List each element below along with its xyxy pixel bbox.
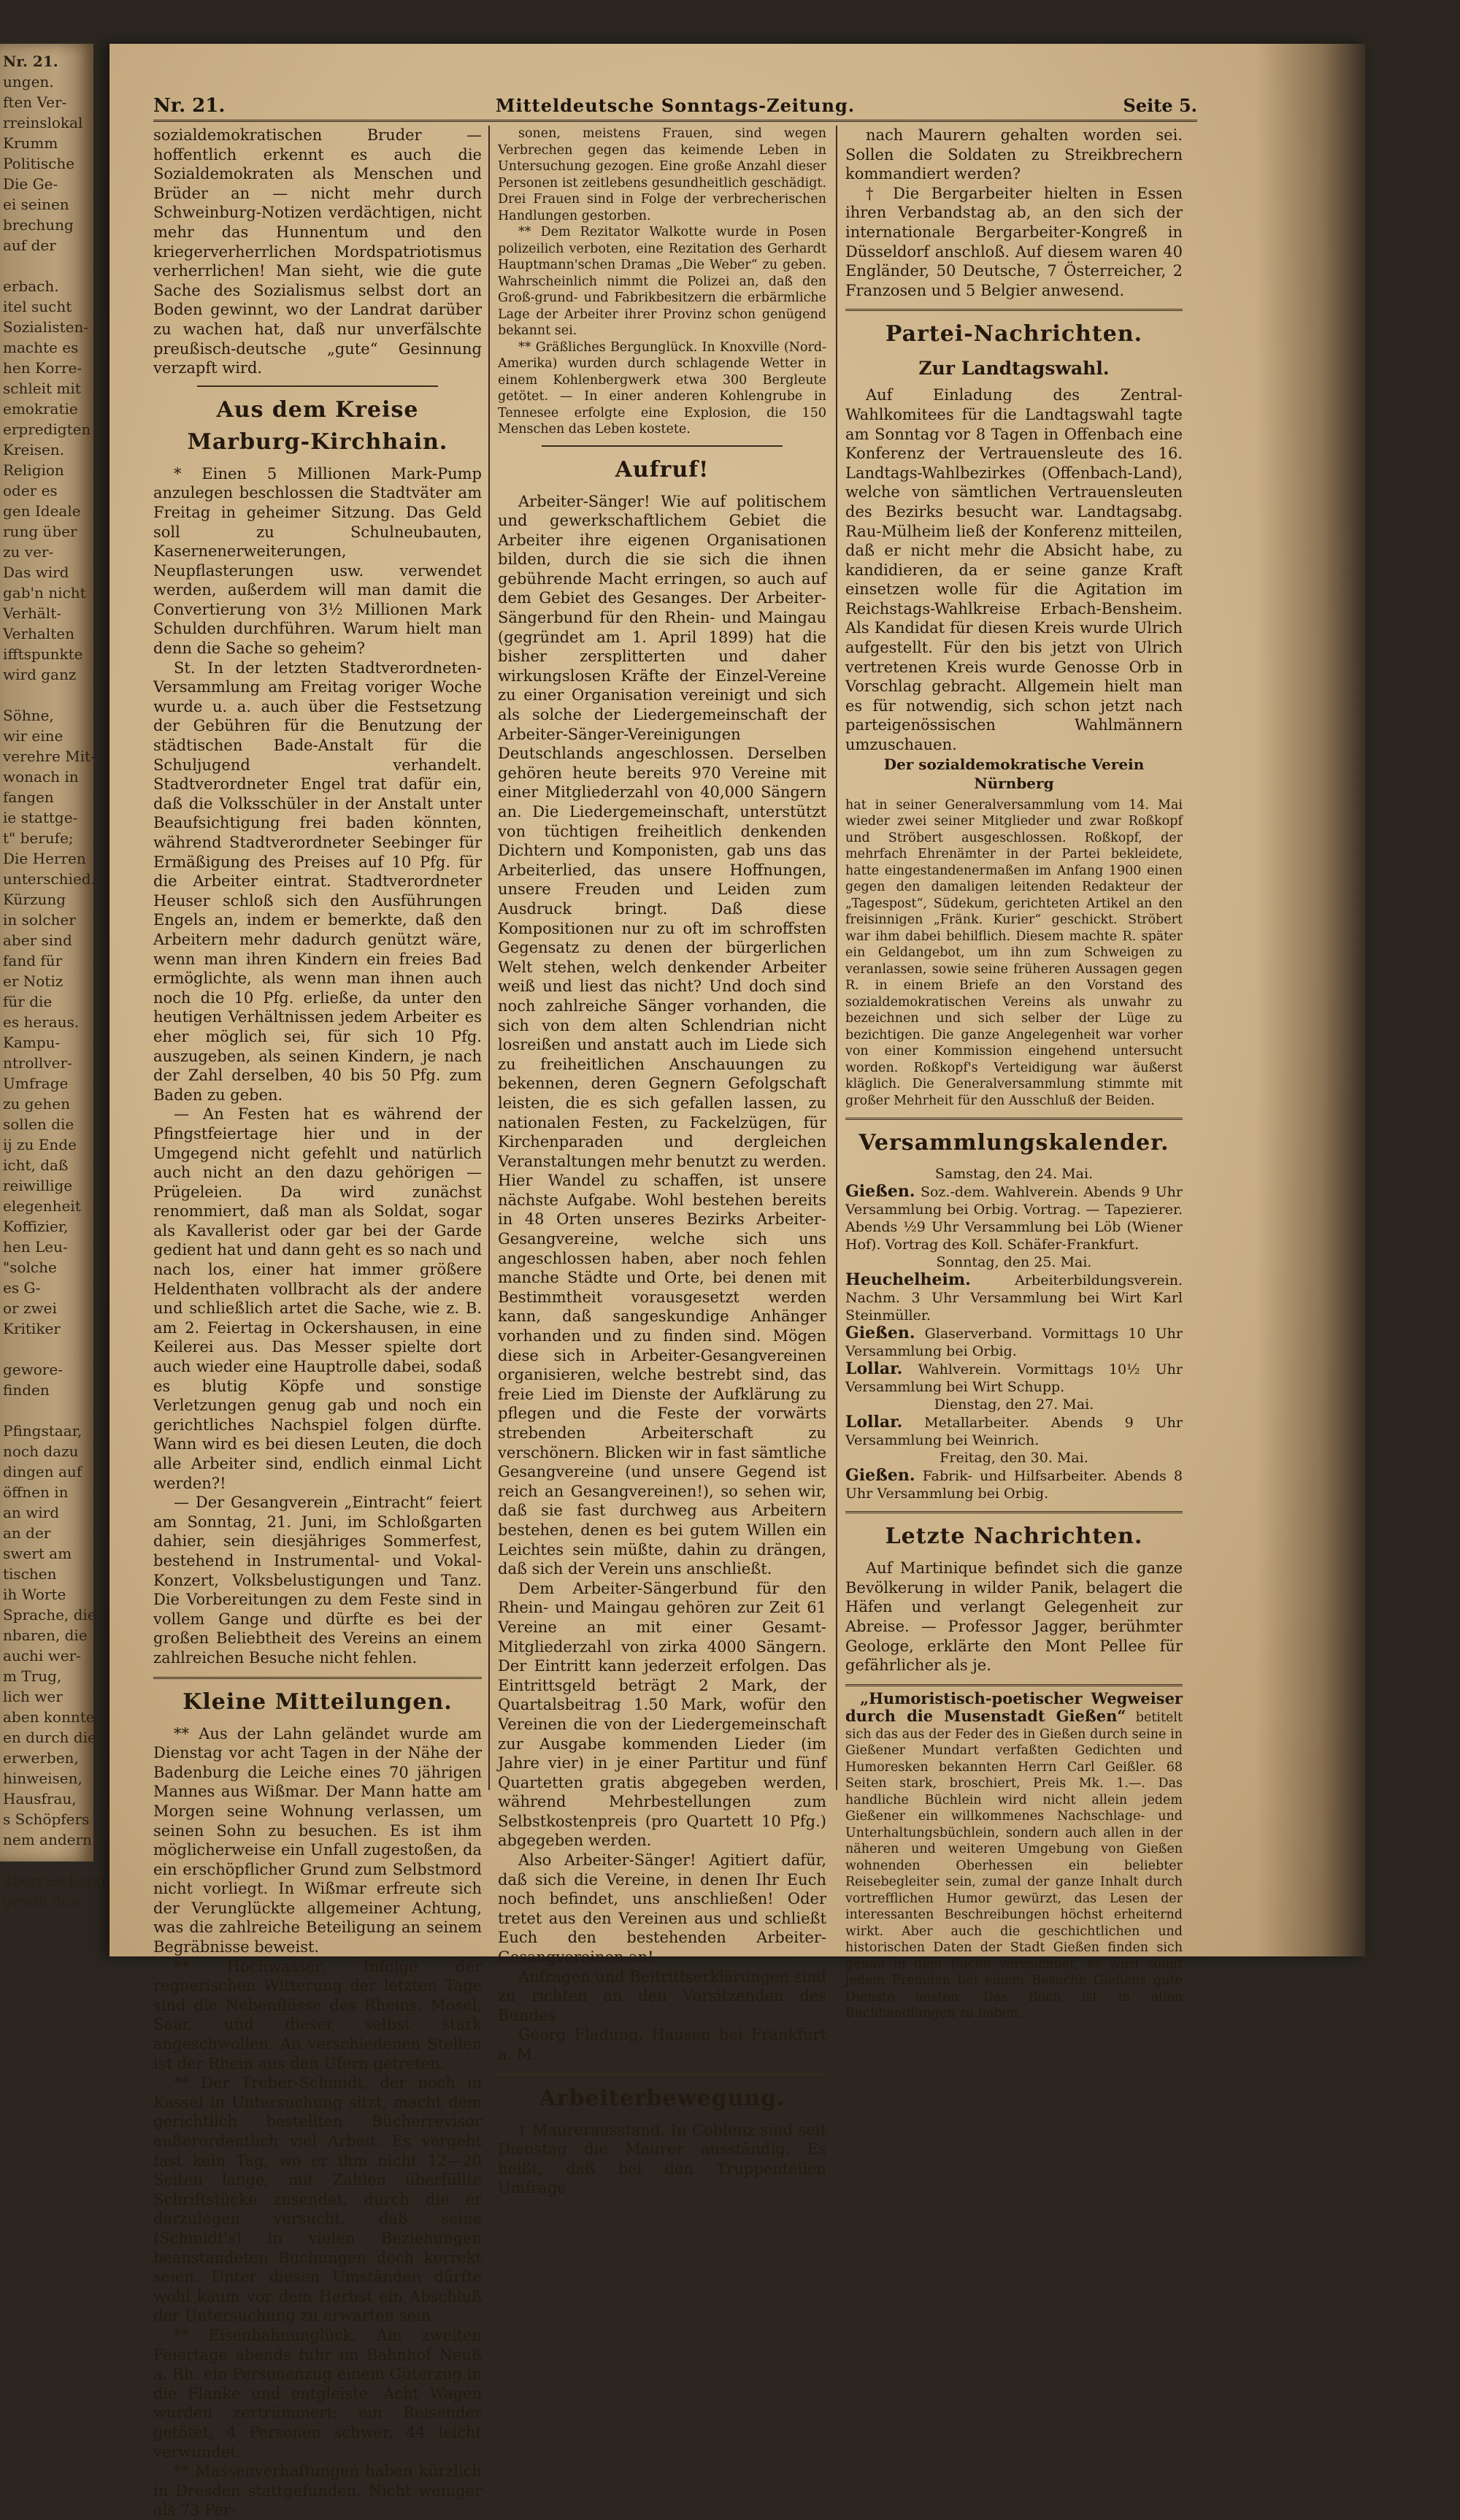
left-page-line bbox=[3, 685, 91, 705]
left-page-line: fangen bbox=[3, 788, 54, 806]
article-paragraph: Auf Martinique befindet sich die ganze Bevölkerung in wilder Panik, belagert die Häfen und verlangt Gelegenheit zur Abreise. — Professor Jagger, berühmter Geologe, erklärte den Mont Pellee für gefährlicher als je. bbox=[845, 1559, 1183, 1675]
calendar-place: Lollar. bbox=[845, 1413, 903, 1432]
left-page-line: noch dazu bbox=[3, 1443, 79, 1460]
divider bbox=[498, 2073, 826, 2075]
left-page-line: verehre Mit- bbox=[3, 748, 96, 765]
article-paragraph: St. In der letzten Stadtverordneten-Versammlung am Freitag voriger Woche wurde u. a. auch über die Festsetzung der Gebühren für die Benutzung der städtischen Bade-Anstalt für die Schuljugend verhandelt. Stadtverordneter Engel trat dafür ein, daß die Volksschüler in der Anstalt unter Beaufsichtigung frei baden könnten, während Stadtverordneter Seebinger für Ermäßigung des Preises auf 10 Pfg. für die Arbeiter eintrat. Stadtverordneter Heuser schloß sich den Ausführungen Engels an, indem er bemerkte, daß den Arbeitern mehr dadurch genützt wäre, wenn man ihren Kindern ein freies Bad ermöglichte, als wenn man ihnen auch noch die 10 Pfg. erließe, da unter den heutigen Verhältnissen jedem Arbeiter es eher möglich sei, für sich 10 Pfg. auszugeben, als seinen Kindern, je nach der Zahl derselben, 40 bis 50 Pfg. zum Baden zu geben. bbox=[153, 658, 482, 1104]
left-page-line: wir eine bbox=[3, 727, 64, 745]
left-page-line: swert am bbox=[3, 1545, 72, 1562]
left-page-line: gewore- bbox=[3, 1361, 63, 1378]
left-page-line: hinweisen, bbox=[3, 1770, 82, 1787]
issue-number: Nr. 21. bbox=[153, 95, 226, 117]
divider bbox=[845, 1118, 1183, 1120]
left-page-line: Religion bbox=[3, 461, 64, 479]
left-page-line: an wird bbox=[3, 1504, 60, 1521]
left-page-line: rung über bbox=[3, 523, 77, 540]
left-page-line: ih Worte bbox=[3, 1586, 66, 1603]
article-paragraph: ** Gräßliches Bergunglück. In Knoxville (Nord-Amerika) wurden durch schlagende Wetter in einem Kohlenbergwerk etwa 300 Bergleute getötet. — In einer anderen Kohlengrube in Tennesee erfolgte eine Explosion, die 150 Menschen das Leben kostete. bbox=[498, 339, 826, 437]
article-paragraph: — Der Gesangverein „Eintracht“ feiert am Sonntag, 21. Juni, im Schloßgarten dahier, sein diesjähriges Sommerfest, bestehend in Instrumental- und Vokal-Konzert, Volksbelustigungen und Tanz. Die Vorbereitungen zu dem Feste sind in vollem Gange und dürfte es bei der großen Beliebtheit des Vereins an einem zahlreichen Besuche nicht fehlen. bbox=[153, 1494, 482, 1667]
calendar-date: Sonntag, den 25. Mai. bbox=[936, 1254, 1092, 1271]
divider bbox=[845, 1684, 1183, 1686]
left-page-line bbox=[3, 1850, 91, 1870]
article-paragraph: — An Festen hat es während der Pfingstfeiertage hier und in der Umgegend nicht gefehlt und natürlich auch nicht an den dazu gehörigen — Prügeleien. Da wird zunächst renommiert, daß man als Soldat, sogar als Kavallerist oder gar bei der Garde gedient hat und dann geht es so nach und nach los, einer hat immer größere Heldenthaten vollbracht als der andere und schließlich artet die Sache, wie z. B. am 2. Feiertag in Ockershausen, in eine Keilerei aus. Das Messer spielte dort auch wieder eine Hauptrolle dabei, sodaß es blutig Köpfe und sonstige Verletzungen genug gab und noch ein gerichtliches Nachspiel folgen dürfte. Wann wird es bei diesen Leuten, die doch alle Arbeiter sind, endlich einmal Licht werden?! bbox=[153, 1105, 482, 1492]
left-page-line: ntrollver- bbox=[3, 1054, 72, 1072]
divider bbox=[153, 1677, 482, 1679]
article-paragraph: ** Hochwasser. Infolge der regnerischen Witterung der letzten Tage sind die Nebenflüsse des Rheins, Mosel, Saar, und dieser selbst stark angeschwollen. An verschiedenen Stellen ist der Rhein aus den Ufern getreten. bbox=[153, 1957, 482, 2073]
left-page-line: ei seinen bbox=[3, 196, 69, 213]
article-paragraph: ** Aus der Lahn geländet wurde am Dienstag vor acht Tagen in der Nähe der Badenburg die Leiche eines 70 jährigen Mannes aus Wißmar. Der Mann hatte am Morgen seine Wohnung verlassen, um seinen Sohn zu besuchen. Es ist ihm möglicherweise ein Unfall zugestoßen, da ein erschöpflicher Grund zum Selbstmord nicht vorliegt. In Wißmar erfreute sich der Verunglückte allgemeiner Achtung, was die zahlreiche Beteiligung an seinem Begräbnisse beweist. bbox=[153, 1724, 482, 1956]
left-page-line: aber sind bbox=[3, 931, 72, 949]
calendar-text: Glaserverband. Vormittags 10 Uhr Versammlung bei Orbig. bbox=[845, 1326, 1183, 1360]
left-page-line bbox=[3, 256, 91, 276]
article-paragraph: nach Maurern gehalten worden sei. Sollen die Soldaten zu Streikbrechern kommandiert werden? bbox=[845, 126, 1183, 183]
section-heading-partei: Partei-Nachrichten. bbox=[885, 321, 1143, 347]
column-rule-2 bbox=[836, 126, 837, 1790]
article-paragraph: † Maurerausstand. In Coblenz sind seit Dienstag die Maurer ausständig. Es heißt, daß bei den Truppenteilen Umfrage bbox=[498, 2121, 826, 2197]
left-page-line: schleit mit bbox=[3, 380, 81, 397]
left-page-line: itel sucht bbox=[3, 298, 72, 315]
article-paragraph: Auf Einladung des Zentral-Wahlkomitees für die Landtagswahl tagte am Sonntag vor 8 Tagen in Offenbach eine Konferenz der Vertrauensleute des 16. Landtags-Wahlbezirkes (Offenbach-Land), welche von sämtlichen Vertrauensleuten des Bezirks besucht war. Landtagsabg. Rau-Mülheim ließ der Konferenz mitteilen, daß er nicht mehr die Absicht habe, zu kandidieren, da er seine ganze Kraft einsetzen wolle für die Agitation im Reichstags-Wahlkreise Erbach-Bensheim. Als Kandidat für diesen Kreis wurde Ulrich aufgestellt. Für den bis jetzt von Ulrich vertretenen Kreis wurde Genosse Orb in Vorschlag gebracht. Allgemein hielt man es für notwendig, sich schon jetzt nach parteigenössischen Wahlmännern umzuschauen. bbox=[845, 386, 1183, 754]
left-page-line: lich wer bbox=[3, 1688, 63, 1705]
left-page-line: in solcher bbox=[3, 911, 76, 929]
article-paragraph: Arbeiter-Sänger! Wie auf politischem und gewerkschaftlichem Gebiet die Arbeiter ihre eigenen Organisationen bilden, durch die sie sich die ihnen gebührende Macht erringen, so auch auf dem Gebiet des Gesanges. Der Arbeiter-Sängerbund für den Rhein- und Maingau (gegründet am 1. April 1899) hat die bisher zersplitterten und daher wirkungslosen Kräfte der Einzel-Vereine zu einer Organisation vereinigt und sich als solche der Liedergemeinschaft der Arbeiter-Sänger-Vereinigungen Deutschlands angeschlossen. Derselben gehören heute bereits 970 Vereine mit einer Mitgliederzahl von 40,000 Sängern an. Die Liedergemeinschaft, unterstützt von tüchtigen freiheitlich denkenden Dichtern und Komponisten, gab uns das Arbeiterlied, das unsere Hoffnungen, unsere Freuden und Leiden zum Ausdruck bringt. Daß diese Kompositionen nur zu oft im schroffsten Gegensatz zu denen der bürgerlichen Welt stehen, welch denkender Arbeiter weiß und liest das nicht? Und doch sind noch zahlreiche Sänger vorhanden, die sich von dem alten Schlendrian nicht losreißen und anstatt auch im Liede sich zu freiheitlichen Anschauungen zu bekennen, deren Gegnern Gefolgschaft leisten, die es sich gefallen lassen, zu nationalen Festen, zu Fackelzügen, für Kirchenparaden und dergleichen Veranstaltungen mehr benutzt zu werden. Hier Wandel zu schaffen, ist unsere nächste Aufgabe. Wohl bestehen bereits in 48 Orten unseres Bezirks Arbeiter-Gesangvereine, welche sich uns angeschlossen haben, aber noch fehlen manche Städte und Orte, bei denen mit Bestimmtheit vorausgesetzt werden kann, daß sangeskundige Anhänger vorhanden und zu finden sind. Mögen diese sich in Arbeiter-Gesangvereinen organisieren, welche bestrebt sind, das freie Lied im Dienste der Aufklärung zu pflegen und die Feste der vorwärts strebenden Arbeiterschaft zu verschönern. Blicken wir in fast sämtliche Gesangvereine (und unsere Gegend ist reich an Gesangvereinen!), so sehen wir, daß sie fast durchweg aus Arbeitern bestehen, denen es bei gutem Willen ein Leichtes sein müßte, dahin zu drängen, daß sich der Verein uns anschließt. bbox=[498, 492, 826, 1578]
left-page-line: rreinslokal bbox=[3, 114, 83, 131]
col2-intro bbox=[498, 126, 826, 438]
left-page-line: wonach in bbox=[3, 768, 79, 785]
left-page-fragment bbox=[0, 44, 106, 1910]
left-page-line: Pfingstaar, bbox=[3, 1422, 82, 1440]
left-page-line: gab'n nicht bbox=[3, 584, 86, 602]
left-page-line: wird ganz bbox=[3, 666, 77, 683]
left-page-line: Hausfrau, bbox=[3, 1790, 77, 1808]
calendar-entry bbox=[845, 1324, 1183, 1360]
left-page-line: or zwei bbox=[3, 1299, 57, 1317]
left-page-line: auchi wer- bbox=[3, 1647, 81, 1664]
calendar-place: Gießen. bbox=[845, 1182, 915, 1202]
calendar-place: Gießen. bbox=[845, 1324, 915, 1343]
left-page-line: oder es bbox=[3, 482, 58, 499]
article-paragraph: ** Massenverhaftungen haben kürzlich in Dresden stattgefunden. Nicht weniger als 73 Per- bbox=[153, 2462, 482, 2519]
left-page-line: es G- bbox=[3, 1279, 41, 1297]
section-heading-aufruf: Aufruf! bbox=[615, 456, 710, 483]
calendar-entry bbox=[845, 1271, 1183, 1324]
left-page-line: fand für bbox=[3, 952, 63, 969]
left-page-line: tischen bbox=[3, 1565, 57, 1583]
left-page-line: es heraus. bbox=[3, 1013, 80, 1031]
left-page-line: emokratie bbox=[3, 400, 78, 418]
meeting-calendar bbox=[845, 1165, 1183, 1502]
marburg-articles bbox=[153, 464, 482, 1668]
left-page-line: zu gehen bbox=[3, 1095, 71, 1113]
calendar-entry bbox=[845, 1183, 1183, 1253]
calendar-place: Heuchelheim. bbox=[845, 1270, 971, 1290]
left-page-line: erbach. bbox=[3, 277, 59, 295]
left-page-line: unterschied. bbox=[3, 870, 96, 888]
page-edge-shadow bbox=[1256, 44, 1365, 1956]
left-page-text bbox=[3, 51, 106, 1911]
left-page-line: hen Leu- bbox=[3, 1238, 68, 1256]
newspaper-title: Mitteldeutsche Sonntags-Zeitung. bbox=[495, 95, 856, 116]
left-page-line: Die Ge- bbox=[3, 175, 58, 193]
calendar-date: Dienstag, den 27. Mai. bbox=[934, 1397, 1094, 1413]
left-page-line: Koffizier, bbox=[3, 1218, 69, 1235]
calendar-entry bbox=[845, 1360, 1183, 1396]
calendar-text: Wahlverein. Vormittags 10½ Uhr Versammlung bei Wirt Schupp. bbox=[845, 1361, 1183, 1396]
left-page-line: brechung bbox=[3, 216, 74, 234]
section-heading-kleine-mitteilungen: Kleine Mitteilungen. bbox=[182, 1689, 453, 1715]
article-paragraph: ** Eisenbahnunglück. Am zweiten Feiertage abends fuhr im Bahnhof Neuß a. Rh. ein Personenzug einem Güterzug in die Flanke und entgleiste. Acht Wagen wurden zertrümmert; ein Reisender getötet, 4 Personen schwer, 44 leicht verwundet. bbox=[153, 2326, 482, 2461]
left-page-line: Politische bbox=[3, 155, 75, 172]
left-page-line: Das wird bbox=[3, 564, 69, 581]
calendar-text: Soz.-dem. Wahlverein. Abends 9 Uhr Versammlung bei Orbig. Vortrag. — Tapezierer. Abends ½9 Uhr Versammlung bei Löb (Wiener Hof). Vortrag des Koll. Schäfer-Frankfurt. bbox=[845, 1184, 1183, 1253]
left-page-line: finden bbox=[3, 1381, 50, 1399]
article-paragraph: hat in seiner Generalversammlung vom 14. Mai wieder zwei seiner Mitglieder und zwar Roßkopf und Ströbert ausgeschlossen. Roßkopf, der mehrfach Ehrenämter in der Partei bekleidete, hatte eingestandenermaßen im Anfang 1900 einen gegen den damaligen leitenden Redakteur der „Tagespost“, Südekum, gerichteten Artikel an den freisinnigen „Fränk. Kurier“ geschickt. Ströbert war ihm dabei behilflich. Diesem machte R. später ein Geldangebot, um ihn zum Schweigen zu veranlassen, sowie seine früheren Aussagen gegen R. in einem Briefe an den Vorstand des sozialdemokratischen Vereins als unwahr zu bezeichnen und sich selber der Lüge zu bezichtigen. Die ganze Angelegenheit war vorher von einer Kommission eingehend untersucht worden. Roßkopf's Verteidigung war äußerst kläglich. Die Generalversammlung stimmte mit großer Mehrheit für den Ausschluß der Beiden. bbox=[845, 797, 1183, 1108]
subheading-nuernberg: Der sozialdemokratische Verein Nürnberg bbox=[883, 755, 1145, 792]
article-paragraph: ** Der Treber-Schmidt, der noch in Kassel in Untersuchung sitzt, macht dem gerichtlich bestellten Bücherrevisor außerordentlich viel Arbeit. Es vergeht fast kein Tag, wo er ihm nicht 12—20 Seiten lange, mit Zahlen überfüllte Schriftstücke zusendet, durch die er darzulegen versucht, daß seine (Schmidt's) in vielen Beziehungen beanstandeten Buchungen doch korrekt seien. Unter diesen Umständen dürfte wohl kaum vor dem Herbst ein Abschluß der Untersuchung zu erwarten sein. bbox=[153, 2074, 482, 2325]
kleine-mitteilungen-articles bbox=[153, 1724, 482, 2520]
left-page-line: ij zu Ende bbox=[3, 1136, 77, 1153]
calendar-text: Metallarbeiter. Abends 9 Uhr Versammlung bei Weinrich. bbox=[845, 1415, 1183, 1449]
article-paragraph: * Einen 5 Millionen Mark-Pump anzulegen beschlossen die Stadtväter am Freitag in geheimer Sitzung. Das Geld soll zu Schulneubauten, Kasernenerweiterungen, Neupflasterungen usw. verwendet werden, außerdem will man damit die Convertierung von 3½ Millionen Mark Schulden durchführen. Warum hielt man denn die Sache so geheim? bbox=[153, 464, 482, 658]
ad-title: „Humoristisch-poetischer Wegweiser durch die Musenstadt Gießen“ bbox=[845, 1689, 1183, 1726]
left-page-line: zu ver- bbox=[3, 543, 54, 561]
section-heading-versammlungskalender: Versammlungskalender. bbox=[858, 1130, 1169, 1156]
left-page-line: für die bbox=[3, 993, 53, 1010]
divider bbox=[845, 1511, 1183, 1513]
left-page-line: überraschend bbox=[3, 1872, 106, 1889]
article-paragraph: Georg Fladung, Hausen bei Frankfurt a. M. bbox=[498, 2026, 826, 2063]
landtagswahl-article bbox=[845, 385, 1183, 754]
left-page-line: Krumm bbox=[3, 134, 58, 152]
left-page-line: ifftspunkte bbox=[3, 645, 83, 663]
article-paragraph: Also Arbeiter-Sänger! Agitiert dafür, daß sich die Vereine, in denen Ihr Euch noch befindet, uns anschließen! Oder tretet aus den Vereinen aus und schließt Euch den bestehenden Arbeiter-Gesangvereinen an! bbox=[498, 1851, 826, 1967]
left-page-line: "solche bbox=[3, 1259, 57, 1276]
section-heading-letzte-nachrichten: Letzte Nachrichten. bbox=[885, 1524, 1143, 1550]
left-page-line: ften Ver- bbox=[3, 93, 67, 111]
article-paragraph: † Die Bergarbeiter hielten in Essen ihren Verbandstag ab, an den sich der internationale Bergarbeiter-Kongreß in Düsseldorf anschloß. Auf diesem waren 40 Engländer, 50 Deutsche, 7 Österreicher, 2 Franzosen und 5 Belgier anwesend. bbox=[845, 184, 1183, 299]
calendar-place: Lollar. bbox=[845, 1359, 903, 1379]
left-page-line: machte es bbox=[3, 339, 79, 356]
article-paragraph: ** Dem Rezitator Walkotte wurde in Posen polizeilich verboten, eine Rezitation des Gerhardt Hauptmann'schen Dramas „Die Weber“ zu geben. Wahrscheinlich nimmt die Polizei an, daß den Groß-grund- und Fabrikbesitzern die erbärmliche Lage der Arbeiter ihrer Provinz schon genügend bekannt sei. bbox=[498, 225, 826, 338]
letzte-nachrichten-article bbox=[845, 1559, 1183, 1675]
calendar-text: Arbeiterbildungsverein. Nachm. 3 Uhr Versammlung bei Wirt Karl Steinmüller. bbox=[845, 1272, 1183, 1324]
calendar-entry bbox=[845, 1413, 1183, 1449]
nuernberg-article bbox=[845, 797, 1183, 1110]
left-page-line: erpredigten bbox=[3, 420, 91, 438]
column-1 bbox=[153, 126, 482, 2520]
left-page-line: Verhält- bbox=[3, 604, 61, 622]
left-page-line: Söhne, bbox=[3, 707, 54, 724]
left-page-line: t" berufe; bbox=[3, 829, 74, 847]
column-3 bbox=[845, 126, 1183, 2022]
left-page-line: Kritiker bbox=[3, 1320, 61, 1337]
left-page-line: dingen auf bbox=[3, 1463, 82, 1480]
subheading-landtagswahl: Zur Landtagswahl. bbox=[918, 358, 1110, 380]
section-heading-marburg: Aus dem Kreise Marburg-Kirchhain. bbox=[187, 396, 448, 455]
divider bbox=[542, 445, 783, 447]
left-page-line: erwerben, bbox=[3, 1749, 79, 1767]
divider bbox=[197, 385, 438, 387]
left-page-line: ungen. bbox=[3, 73, 54, 91]
left-page-line: gen Ideale bbox=[3, 502, 81, 520]
left-page-line: gewiß den bbox=[3, 1892, 80, 1910]
page-header bbox=[153, 91, 1197, 122]
section-heading-arbeiterbewegung: Arbeiterbewegung. bbox=[539, 2085, 785, 2111]
article-paragraph: sonen, meistens Frauen, sind wegen Verbrechen gegen das keimende Leben in Untersuchung gezogen. Eine große Anzahl dieser Personen ist zeitlebens gesundheitlich geschädigt. Drei Frauen sind in Folge der verbrecherischen Handlungen gestorben. bbox=[498, 126, 826, 223]
aufruf-article bbox=[498, 492, 826, 2064]
left-page-line: elegenheit bbox=[3, 1197, 81, 1215]
left-page-line: nbaren, die bbox=[3, 1626, 88, 1644]
article-paragraph: Anfragen und Beitrittserklärungen sind zu richten an den Vorsitzenden des Bundes bbox=[498, 1967, 826, 2024]
left-page-line: ie stattge- bbox=[3, 809, 78, 826]
left-page-line: Kampu- bbox=[3, 1034, 61, 1051]
column-2 bbox=[498, 126, 826, 2198]
left-page-line: icht, daß bbox=[3, 1156, 69, 1174]
left-page-line: sollen die bbox=[3, 1115, 74, 1133]
left-page-line: Sprache, die bbox=[3, 1606, 96, 1624]
left-page-line: Kürzung bbox=[3, 891, 66, 908]
column-rule-1 bbox=[488, 126, 490, 1790]
left-page-line: en durch die bbox=[3, 1729, 96, 1746]
newspaper-page bbox=[110, 44, 1365, 2519]
left-page-line: nem andern bbox=[3, 1831, 92, 1848]
book-advertisement bbox=[845, 1691, 1183, 2022]
left-page-line: öffnen in bbox=[3, 1483, 69, 1501]
left-page-line bbox=[3, 1339, 91, 1359]
left-page-line: Die Herren bbox=[3, 850, 86, 867]
left-page-line: reiwillige bbox=[3, 1177, 73, 1194]
left-page-line: aben konnte bbox=[3, 1708, 95, 1726]
arbeiterbewegung-article bbox=[498, 2121, 826, 2198]
page-number: Seite 5. bbox=[1123, 95, 1197, 116]
left-page-line: auf der bbox=[3, 237, 56, 254]
left-page-line: er Notiz bbox=[3, 972, 64, 990]
left-page-line: an der bbox=[3, 1524, 51, 1542]
left-page-line bbox=[3, 1400, 91, 1421]
left-page-line: Umfrage bbox=[3, 1075, 69, 1092]
left-page-line: Verhalten bbox=[3, 625, 74, 642]
left-page-line: hen Korre- bbox=[3, 359, 82, 377]
left-page-line: s Schöpfers bbox=[3, 1810, 90, 1828]
col1-intro: sozialdemokratischen Bruder — hoffentlich erkennt es auch die Sozialdemokraten als Menschen und Brüder an — nicht mehr durch Schweinburg-Notizen verdächtigen, nicht mehr das Hunnentum und den kriegerverherrlichen Mordspatriotismus verherrlichen! Man sieht, wie die gute Sache des Sozialismus selbst dort an Boden gewinnt, wo der Landrat darüber zu wachen hat, daß nur unverfälschte preußisch-deutsche „gute“ Gesinnung verzapft wird. bbox=[153, 126, 482, 377]
col3-intro bbox=[845, 126, 1183, 300]
divider bbox=[845, 309, 1183, 311]
ad-text: betitelt sich das aus der Feder des in Gießen durch seine in Gießener Mundart verfaßten Gedichten und Humoresken bekannten Herrn Carl Geißler. 68 Seiten stark, broschiert, Preis Mk. 1.—. Das handliche Büchlein wird nicht allein jedem Gießener ein willkommenes Nachschlage- und Unterhaltungsbüchlein, sondern auch allen in der näheren und weiteren Umgebung von Gießen wohnenden Oberhessen ein beliebter Reisebegleiter sein, zumal der ganze Inhalt durch vortrefflichen Humor gewürzt, das Lesen der interessanten Beschreibungen höchst erheiternd wirkt. Aber auch die geschichtlichen und historischen Daten der Stadt Gießen finden sich genau in dem Buche verzeichnet, es wird somit jedem Fremden bei einem Besuche Gießens gute Dienste leisten. Das Buch ist in allen Buchhandlungen zu haben. bbox=[845, 1710, 1183, 2021]
calendar-entry bbox=[845, 1467, 1183, 1502]
calendar-date: Samstag, den 24. Mai. bbox=[934, 1166, 1094, 1183]
calendar-text: Fabrik- und Hilfsarbeiter. Abends 8 Uhr Versammlung bei Orbig. bbox=[845, 1468, 1183, 1502]
left-page-line: m Trug, bbox=[3, 1667, 62, 1685]
left-page-line: Sozialisten- bbox=[3, 318, 89, 336]
calendar-place: Gießen. bbox=[845, 1466, 915, 1486]
left-page-line: Kreisen. bbox=[3, 441, 65, 458]
left-page-number: Nr. 21. bbox=[3, 53, 58, 70]
calendar-date: Freitag, den 30. Mai. bbox=[940, 1450, 1088, 1467]
article-paragraph: Dem Arbeiter-Sängerbund für den Rhein- und Maingau gehören zur Zeit 61 Vereine an mit einer Gesamt-Mitgliederzahl von zirka 4000 Sängern. Der Eintritt kann jederzeit erfolgen. Das Eintrittsgeld beträgt 2 Mark, der Quartalsbeitrag 1.50 Mark, wofür den Vereinen die von der Liedergemeinschaft zur Ausgabe kommenden Lieder (im Jahre vier) in je einer Partitur und fünf Quartetten gratis abgegeben werden, während Mehrbestellungen zum Selbstkostenpreis (pro Quartett 10 Pfg.) abgegeben werden. bbox=[498, 1579, 826, 1850]
